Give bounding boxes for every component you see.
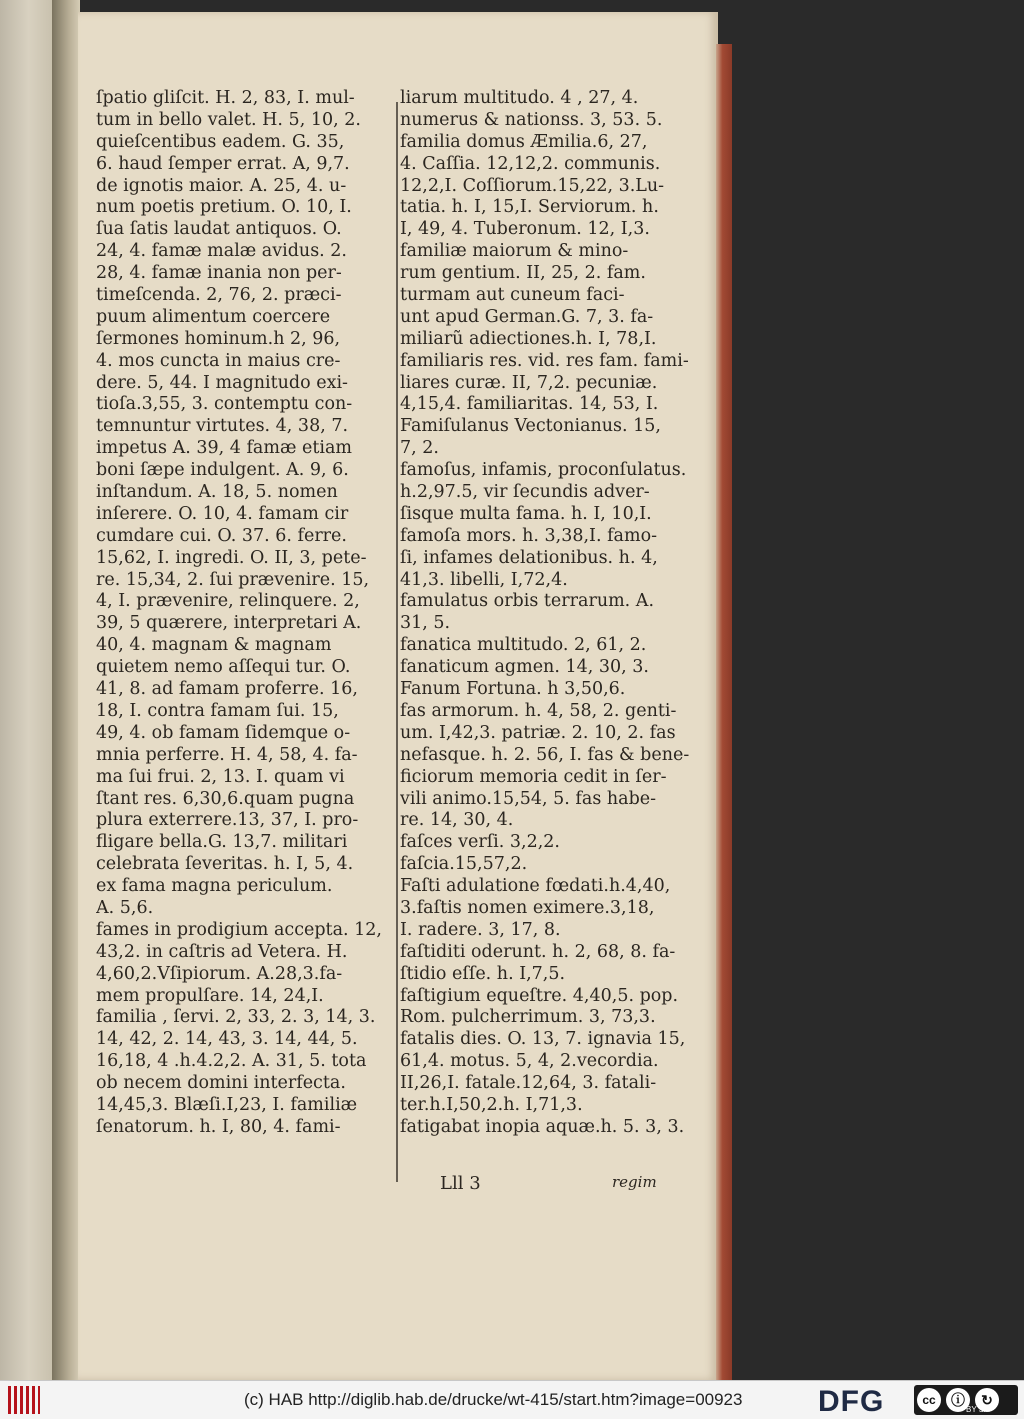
- cc-icon: cc: [917, 1388, 941, 1412]
- text-line: fanatica multitudo. 2, 61, 2.: [400, 635, 647, 656]
- text-line: familia domus Æmilia.6, 27,: [400, 131, 648, 152]
- text-line: quieſcentibus eadem. G. 35,: [96, 131, 345, 152]
- text-line: 31, 5.: [400, 613, 451, 634]
- text-line: 4. mos cuncta in maius cre-: [96, 350, 341, 371]
- text-line: II,26,I. fatale.12,64, 3. fatali-: [400, 1073, 657, 1094]
- text-line: faſces verſi. 3,2,2.: [400, 832, 560, 853]
- text-line: 4, I. prævenire, relinquere. 2,: [96, 591, 360, 612]
- text-line: de ignotis maior. A. 25, 4. u-: [96, 175, 347, 196]
- text-line: tioſa.3,55, 3. contemptu con-: [96, 394, 353, 415]
- text-line: ex fama magna periculum.: [96, 876, 333, 897]
- text-line: fligare bella.G. 13,7. militari: [96, 832, 348, 853]
- copyright-link[interactable]: (c) HAB http://diglib.hab.de/drucke/wt-415/start.htm?image=00923: [244, 1390, 743, 1409]
- text-line: boni ſæpe indulgent. A. 9, 6.: [96, 460, 349, 481]
- text-line: ſi, infames delationibus. h. 4,: [400, 547, 658, 568]
- text-line: ſtant res. 6,30,6.quam pugna: [96, 788, 355, 809]
- text-line: A. 5,6.: [96, 897, 154, 918]
- text-line: quietem nemo aſſequi tur. O.: [96, 657, 351, 678]
- text-line: 49, 4. ob famam ſidemque o-: [96, 722, 351, 743]
- footer-bar: [0, 1380, 1024, 1419]
- text-line: famoſa mors. h. 3,38,I. famo-: [400, 525, 658, 546]
- text-line: h.2,97.5, vir ſecundis adver-: [400, 482, 650, 503]
- signature-mark: Lll 3: [440, 1173, 481, 1194]
- dfg-logo: DFG: [818, 1385, 885, 1418]
- text-line: faſtiditi oderunt. h. 2, 68, 8. fa-: [400, 941, 676, 962]
- text-line: cumdare cui. O. 37. 6. ferre.: [96, 525, 347, 546]
- text-line: fatalis dies. O. 13, 7. ignavia 15,: [400, 1029, 686, 1050]
- text-line: turmam aut cuneum faci-: [400, 285, 625, 306]
- text-line: um. I,42,3. patriæ. 2. 10, 2. fas: [400, 722, 676, 743]
- text-line: temnuntur virtutes. 4, 38, 7.: [96, 416, 349, 437]
- cc-license-label: BY SA: [966, 1405, 990, 1414]
- text-line: ſenatorum. h. I, 80, 4. fami-: [96, 1116, 341, 1137]
- text-line: liares curæ. II, 7,2. pecuniæ.: [400, 372, 658, 393]
- text-line: Famiſulanus Vectonianus. 15,: [400, 416, 661, 437]
- sa-icon: ↻: [975, 1388, 999, 1412]
- text-line: fatigabat inopia aquæ.h. 5. 3, 3.: [400, 1116, 685, 1137]
- text-line: ma ſui frui. 2, 13. I. quam vi: [96, 766, 345, 787]
- left-page-edge: [0, 0, 52, 1380]
- text-line: re. 15,34, 2. ſui prævenire. 15,: [96, 569, 370, 590]
- text-line: ſermones hominum.h 2, 96,: [96, 328, 341, 349]
- text-line: plura exterrere.13, 37, I. pro-: [96, 810, 359, 831]
- text-line: mnia perferre. H. 4, 58, 4. fa-: [96, 744, 358, 765]
- text-line: 12,2,I. Coſſiorum.15,22, 3.Lu-: [400, 175, 665, 196]
- hab-logo-icon: [8, 1386, 40, 1414]
- text-line: dere. 5, 44. I magnitudo exi-: [96, 372, 348, 393]
- text-line: numerus & nationss. 3, 53. 5.: [400, 109, 663, 130]
- text-line: fanaticum agmen. 14, 30, 3.: [400, 657, 649, 678]
- text-line: vili animo.15,54, 5. fas habe-: [400, 788, 657, 809]
- book-gutter: [52, 0, 80, 1380]
- by-icon: ⓘ: [946, 1388, 970, 1412]
- text-line: 14,45,3. Blæſi.I,23, I. familiæ: [96, 1094, 358, 1115]
- text-line: num poetis pretium. O. 10, I.: [96, 197, 352, 218]
- text-line: 16,18, 4 .h.4.2,2. A. 31, 5. tota: [96, 1051, 367, 1072]
- text-line: impetus A. 39, 4 famæ etiam: [96, 438, 352, 459]
- text-line: famulatus orbis terrarum. A.: [400, 591, 655, 612]
- text-line: inſerere. O. 10, 4. famam cir: [96, 503, 349, 524]
- text-line: inſtandum. A. 18, 5. nomen: [96, 482, 338, 503]
- red-page-edge: [716, 44, 732, 1380]
- left-text-column: [96, 88, 386, 1139]
- text-line: 24, 4. famæ malæ avidus. 2.: [96, 241, 347, 262]
- text-line: 4,60,2.Vſipiorum. A.28,3.fa-: [96, 963, 343, 984]
- text-line: rum gentium. II, 25, 2. fam.: [400, 263, 646, 284]
- text-line: 3.faſtis nomen eximere.3,18,: [400, 897, 655, 918]
- text-line: 39, 5 quærere, interpretari A.: [96, 613, 362, 634]
- text-line: 28, 4. famæ inania non per-: [96, 263, 342, 284]
- text-line: 41,3. libelli, I,72,4.: [400, 569, 568, 590]
- text-line: timeſcenda. 2, 76, 2. præci-: [96, 285, 342, 306]
- text-line: liarum multitudo. 4 , 27, 4.: [400, 88, 639, 108]
- text-line: ſtidio eſſe. h. I,7,5.: [400, 963, 566, 984]
- text-line: nefasque. h. 2. 56, I. fas & bene-: [400, 744, 690, 765]
- text-line: ſisque multa fama. h. I, 10,I.: [400, 503, 652, 524]
- text-line: fas armorum. h. 4, 58, 2. genti-: [400, 700, 677, 721]
- cc-license-badge[interactable]: [914, 1385, 1018, 1415]
- text-line: familiaris res. vid. res fam. fami-: [400, 350, 689, 371]
- text-line: re. 14, 30, 4.: [400, 810, 514, 831]
- text-line: 6. haud ſemper errat. A, 9,7.: [96, 153, 350, 174]
- text-line: 43,2. in caſtris ad Vetera. H.: [96, 941, 348, 962]
- text-line: ſpatio gliſcit. H. 2, 83, I. mul-: [96, 88, 355, 108]
- text-line: tum in bello valet. H. 5, 10, 2.: [96, 109, 361, 130]
- text-line: I. radere. 3, 17, 8.: [400, 919, 561, 940]
- text-line: 4. Caſſia. 12,12,2. communis.: [400, 153, 661, 174]
- text-line: fames in prodigium accepta. 12,: [96, 919, 382, 940]
- text-line: 15,62, I. ingredi. O. II, 3, pete-: [96, 547, 367, 568]
- column-divider: [396, 102, 398, 1182]
- text-line: familia , ſervi. 2, 33, 2. 3, 14, 3.: [96, 1007, 376, 1028]
- text-line: tatia. h. I, 15,I. Serviorum. h.: [400, 197, 659, 218]
- right-text-column: [400, 88, 700, 1139]
- text-line: Fanum Fortuna. h 3,50,6.: [400, 679, 626, 700]
- text-line: Rom. pulcherrimum. 3, 73,3.: [400, 1007, 656, 1028]
- text-line: 61,4. motus. 5, 4, 2.vecordia.: [400, 1051, 659, 1072]
- text-line: ter.h.I,50,2.h. I,71,3.: [400, 1094, 583, 1115]
- text-line: 14, 42, 2. 14, 43, 3. 14, 44, 5.: [96, 1029, 358, 1050]
- text-line: Faſti adulatione fœdati.h.4,40,: [400, 876, 671, 897]
- text-line: faſcia.15,57,2.: [400, 854, 528, 875]
- text-line: 7, 2.: [400, 438, 439, 459]
- text-line: ficiorum memoria cedit in ſer-: [400, 766, 667, 787]
- text-line: faſtigium equeſtre. 4,40,5. pop.: [400, 985, 679, 1006]
- text-line: 4,15,4. familiaritas. 14, 53, I.: [400, 394, 659, 415]
- text-line: 41, 8. ad famam proferre. 16,: [96, 679, 358, 700]
- text-line: mem propulſare. 14, 24,I.: [96, 985, 324, 1006]
- catchword: regim: [612, 1173, 657, 1191]
- text-line: unt apud German.G. 7, 3. fa-: [400, 306, 654, 327]
- text-line: 40, 4. magnam & magnam: [96, 635, 332, 656]
- text-line: I, 49, 4. Tuberonum. 12, I,3.: [400, 219, 650, 240]
- text-line: celebrata ſeveritas. h. I, 5, 4.: [96, 854, 354, 875]
- text-line: familiæ maiorum & mino-: [400, 241, 629, 262]
- text-line: miliarũ adiectiones.h. I, 78,I.: [400, 328, 657, 349]
- text-line: puum alimentum coercere: [96, 306, 331, 327]
- text-line: ſua ſatis laudat antiquos. O.: [96, 219, 342, 240]
- text-line: ob necem domini interfecta.: [96, 1073, 346, 1094]
- text-line: famoſus, infamis, proconſulatus.: [400, 460, 687, 481]
- text-line: 18, I. contra famam ſui. 15,: [96, 700, 339, 721]
